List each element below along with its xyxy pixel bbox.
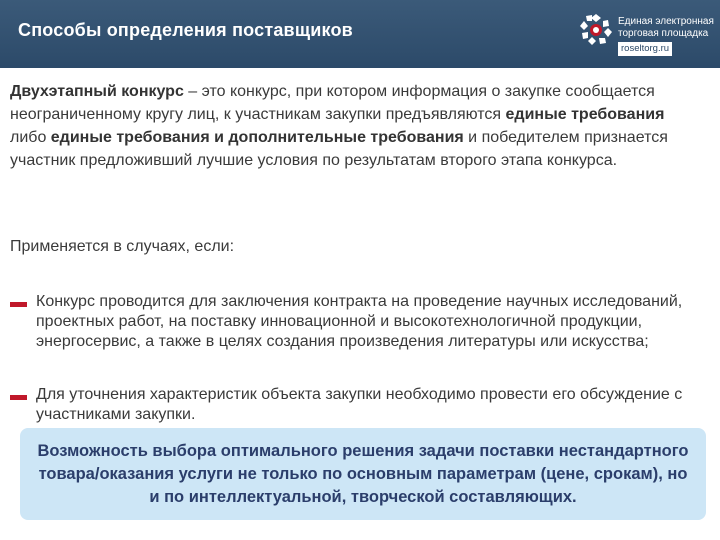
intro-paragraph	[10, 80, 700, 423]
term-dvukhetapny: Двухэтапный конкурс	[10, 83, 184, 100]
edinye-trebovaniya: единые требования	[505, 106, 665, 123]
dop-trebovaniya: единые требования и дополнительные требования	[50, 129, 464, 146]
callout-text: Возможность выбора оптимального решения задачи поставки нестандартного товара/оказания услуги не только по основным параметрам (цене, срокам), но и по интеллектуальной, творческой составляющих.	[37, 441, 689, 506]
logo-url: roseltorg.ru	[618, 42, 672, 56]
logo-text-line1: Единая электронная	[618, 16, 714, 27]
roseltorg-logo-icon	[578, 12, 614, 48]
logo-text-line2: торговая площадка	[618, 28, 709, 39]
slide-header	[0, 0, 720, 68]
bullet-marker	[10, 395, 27, 400]
slide-title: Способы определения поставщиков	[18, 20, 353, 40]
roseltorg-logo	[578, 12, 712, 58]
bullet-text-1: Конкурс проводится для заключения контракта на проведение научных исследований, проектных работ, на поставку инновационной и высокотехнологичной продукции, энергосервис, а также в целях создания произведения литературы или искусства;	[36, 293, 683, 350]
definition-end: и победителем признается участник предложивший лучшие условия по результатам второго этапа конкурса.	[10, 129, 668, 169]
definition-connector: либо	[10, 129, 51, 146]
bullet-marker	[10, 302, 27, 307]
applies-heading: Применяется в случаях, если:	[10, 238, 235, 255]
definition-text	[10, 80, 700, 172]
definition-part: – это конкурс, при котором информация о закупке сообщается неограниченному кругу лиц, к участникам закупки предъявляются	[10, 83, 655, 123]
callout-box	[20, 428, 706, 520]
bullet-text-2: Для уточнения характеристик объекта закупки необходимо провести его обсуждение с участниками закупки.	[36, 386, 683, 423]
